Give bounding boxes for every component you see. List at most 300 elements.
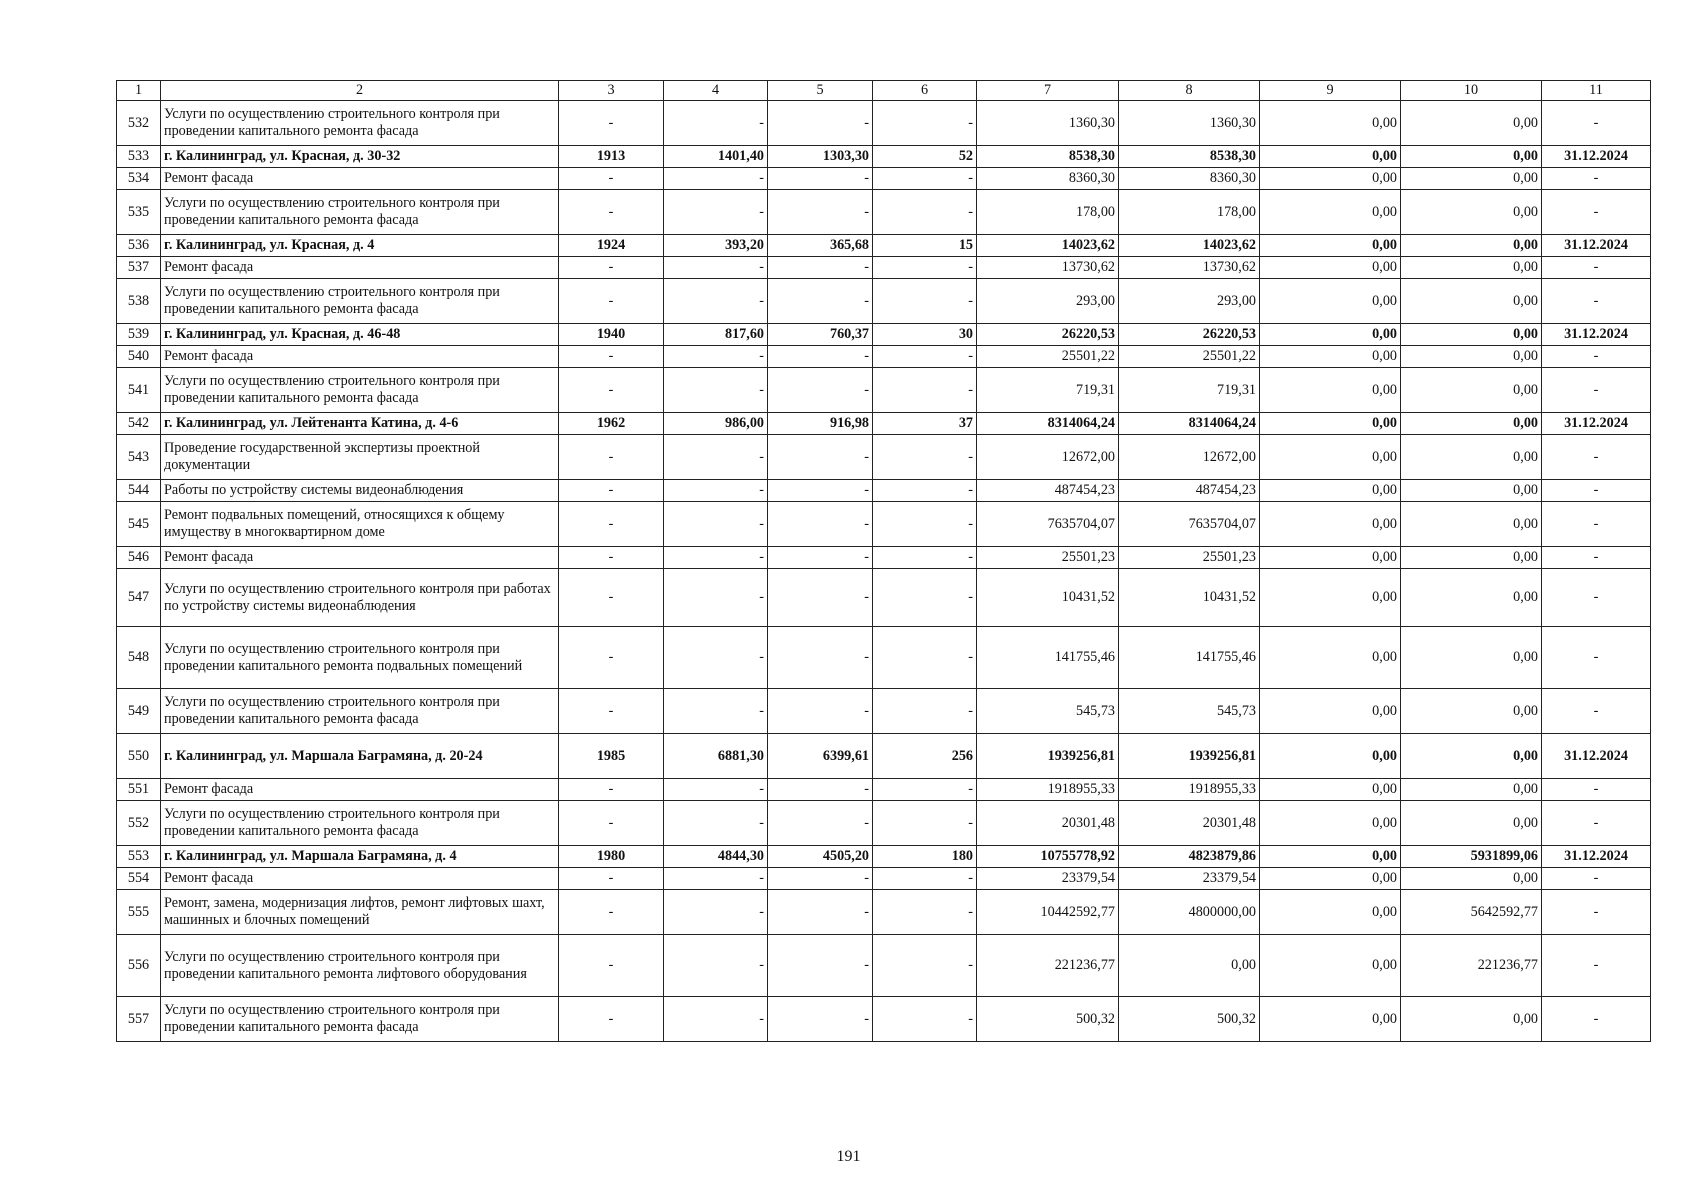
total-area-cell: - xyxy=(664,346,768,368)
description-cell: г. Калининград, ул. Красная, д. 30-32 xyxy=(161,146,559,168)
year-built-cell: - xyxy=(559,346,664,368)
living-area-cell: - xyxy=(768,101,873,146)
row-number-cell: 556 xyxy=(117,935,161,997)
cost-fund-cell: 4800000,00 xyxy=(1119,890,1260,935)
column-header: 6 xyxy=(873,81,977,101)
total-area-cell: - xyxy=(664,168,768,190)
cost-fund-cell: 1918955,33 xyxy=(1119,779,1260,801)
work-item-row xyxy=(117,547,1651,569)
residents-cell: - xyxy=(873,627,977,689)
completion-date-cell: - xyxy=(1542,689,1651,734)
cost-fund-cell: 23379,54 xyxy=(1119,868,1260,890)
description-cell: Ремонт фасада xyxy=(161,168,559,190)
total-area-cell: - xyxy=(664,935,768,997)
cost-fund-cell: 487454,23 xyxy=(1119,480,1260,502)
residents-cell: - xyxy=(873,689,977,734)
work-item-row xyxy=(117,502,1651,547)
year-built-cell: - xyxy=(559,801,664,846)
total-area-cell: - xyxy=(664,868,768,890)
cost-total-cell: 7635704,07 xyxy=(977,502,1119,547)
work-item-row xyxy=(117,257,1651,279)
year-built-cell: - xyxy=(559,257,664,279)
living-area-cell: - xyxy=(768,868,873,890)
living-area-cell: - xyxy=(768,801,873,846)
description-cell: г. Калининград, ул. Маршала Баграмяна, д. 20-24 xyxy=(161,734,559,779)
completion-date-cell: - xyxy=(1542,997,1651,1042)
row-number-cell: 552 xyxy=(117,801,161,846)
completion-date-cell: 31.12.2024 xyxy=(1542,324,1651,346)
total-area-cell: 4844,30 xyxy=(664,846,768,868)
row-number-cell: 535 xyxy=(117,190,161,235)
cost-owners-cell: 0,00 xyxy=(1401,413,1542,435)
cost-owners-cell: 0,00 xyxy=(1401,997,1542,1042)
work-item-row xyxy=(117,368,1651,413)
completion-date-cell: 31.12.2024 xyxy=(1542,413,1651,435)
residents-cell: - xyxy=(873,190,977,235)
residents-cell: - xyxy=(873,346,977,368)
total-area-cell: - xyxy=(664,480,768,502)
completion-date-cell: - xyxy=(1542,101,1651,146)
work-item-row xyxy=(117,168,1651,190)
completion-date-cell: - xyxy=(1542,935,1651,997)
page-number: 191 xyxy=(836,1148,861,1165)
cost-budget-cell: 0,00 xyxy=(1260,935,1401,997)
residents-cell: - xyxy=(873,257,977,279)
cost-total-cell: 10755778,92 xyxy=(977,846,1119,868)
cost-total-cell: 500,32 xyxy=(977,997,1119,1042)
year-built-cell: - xyxy=(559,569,664,627)
year-built-cell: 1980 xyxy=(559,846,664,868)
residents-cell: - xyxy=(873,168,977,190)
description-cell: Ремонт подвальных помещений, относящихся к общему имуществу в многоквартирном доме xyxy=(161,502,559,547)
cost-owners-cell: 0,00 xyxy=(1401,168,1542,190)
cost-fund-cell: 1939256,81 xyxy=(1119,734,1260,779)
completion-date-cell: - xyxy=(1542,168,1651,190)
row-number-cell: 557 xyxy=(117,997,161,1042)
cost-fund-cell: 500,32 xyxy=(1119,997,1260,1042)
cost-budget-cell: 0,00 xyxy=(1260,279,1401,324)
cost-total-cell: 25501,22 xyxy=(977,346,1119,368)
residents-cell: 52 xyxy=(873,146,977,168)
cost-fund-cell: 20301,48 xyxy=(1119,801,1260,846)
year-built-cell: - xyxy=(559,935,664,997)
total-area-cell: - xyxy=(664,569,768,627)
cost-budget-cell: 0,00 xyxy=(1260,413,1401,435)
total-area-cell: - xyxy=(664,627,768,689)
completion-date-cell: 31.12.2024 xyxy=(1542,146,1651,168)
row-number-cell: 537 xyxy=(117,257,161,279)
living-area-cell: 6399,61 xyxy=(768,734,873,779)
description-cell: г. Калининград, ул. Маршала Баграмяна, д. 4 xyxy=(161,846,559,868)
year-built-cell: - xyxy=(559,480,664,502)
completion-date-cell: - xyxy=(1542,279,1651,324)
cost-fund-cell: 8314064,24 xyxy=(1119,413,1260,435)
address-row xyxy=(117,734,1651,779)
cost-owners-cell: 5642592,77 xyxy=(1401,890,1542,935)
cost-total-cell: 545,73 xyxy=(977,689,1119,734)
total-area-cell: - xyxy=(664,101,768,146)
work-item-row xyxy=(117,935,1651,997)
cost-fund-cell: 178,00 xyxy=(1119,190,1260,235)
living-area-cell: 365,68 xyxy=(768,235,873,257)
column-header: 4 xyxy=(664,81,768,101)
cost-fund-cell: 719,31 xyxy=(1119,368,1260,413)
description-cell: Услуги по осуществлению строительного контроля при проведении капитального ремонта фасада xyxy=(161,801,559,846)
completion-date-cell: - xyxy=(1542,346,1651,368)
cost-total-cell: 23379,54 xyxy=(977,868,1119,890)
total-area-cell: - xyxy=(664,997,768,1042)
row-number-cell: 538 xyxy=(117,279,161,324)
living-area-cell: 4505,20 xyxy=(768,846,873,868)
residents-cell: - xyxy=(873,435,977,480)
year-built-cell: - xyxy=(559,368,664,413)
total-area-cell: 817,60 xyxy=(664,324,768,346)
cost-budget-cell: 0,00 xyxy=(1260,779,1401,801)
cost-owners-cell: 0,00 xyxy=(1401,627,1542,689)
cost-fund-cell: 7635704,07 xyxy=(1119,502,1260,547)
residents-cell: - xyxy=(873,779,977,801)
residents-cell: 180 xyxy=(873,846,977,868)
living-area-cell: 916,98 xyxy=(768,413,873,435)
completion-date-cell: 31.12.2024 xyxy=(1542,235,1651,257)
description-cell: г. Калининград, ул. Красная, д. 46-48 xyxy=(161,324,559,346)
living-area-cell: - xyxy=(768,689,873,734)
cost-fund-cell: 545,73 xyxy=(1119,689,1260,734)
work-item-row xyxy=(117,480,1651,502)
completion-date-cell: - xyxy=(1542,547,1651,569)
row-number-cell: 547 xyxy=(117,569,161,627)
cost-total-cell: 719,31 xyxy=(977,368,1119,413)
cost-budget-cell: 0,00 xyxy=(1260,480,1401,502)
cost-budget-cell: 0,00 xyxy=(1260,569,1401,627)
column-header: 5 xyxy=(768,81,873,101)
work-item-row xyxy=(117,190,1651,235)
living-area-cell: - xyxy=(768,627,873,689)
total-area-cell: - xyxy=(664,502,768,547)
cost-owners-cell: 0,00 xyxy=(1401,257,1542,279)
year-built-cell: - xyxy=(559,868,664,890)
year-built-cell: - xyxy=(559,997,664,1042)
cost-fund-cell: 14023,62 xyxy=(1119,235,1260,257)
cost-budget-cell: 0,00 xyxy=(1260,101,1401,146)
residents-cell: - xyxy=(873,368,977,413)
cost-budget-cell: 0,00 xyxy=(1260,734,1401,779)
cost-owners-cell: 221236,77 xyxy=(1401,935,1542,997)
cost-owners-cell: 0,00 xyxy=(1401,569,1542,627)
work-item-row xyxy=(117,801,1651,846)
cost-total-cell: 8360,30 xyxy=(977,168,1119,190)
cost-owners-cell: 0,00 xyxy=(1401,235,1542,257)
work-item-row xyxy=(117,779,1651,801)
cost-total-cell: 10431,52 xyxy=(977,569,1119,627)
description-cell: Проведение государственной экспертизы проектной документации xyxy=(161,435,559,480)
cost-budget-cell: 0,00 xyxy=(1260,997,1401,1042)
cost-owners-cell: 0,00 xyxy=(1401,779,1542,801)
cost-owners-cell: 0,00 xyxy=(1401,547,1542,569)
description-cell: Услуги по осуществлению строительного контроля при проведении капитального ремонта лифтового оборудования xyxy=(161,935,559,997)
completion-date-cell: - xyxy=(1542,779,1651,801)
cost-owners-cell: 0,00 xyxy=(1401,190,1542,235)
cost-owners-cell: 0,00 xyxy=(1401,101,1542,146)
cost-total-cell: 1918955,33 xyxy=(977,779,1119,801)
year-built-cell: - xyxy=(559,689,664,734)
total-area-cell: - xyxy=(664,779,768,801)
living-area-cell: - xyxy=(768,190,873,235)
residents-cell: - xyxy=(873,279,977,324)
description-cell: Услуги по осуществлению строительного контроля при проведении капитального ремонта фасада xyxy=(161,190,559,235)
residents-cell: - xyxy=(873,569,977,627)
column-header: 7 xyxy=(977,81,1119,101)
cost-total-cell: 10442592,77 xyxy=(977,890,1119,935)
cost-budget-cell: 0,00 xyxy=(1260,235,1401,257)
cost-owners-cell: 0,00 xyxy=(1401,868,1542,890)
row-number-cell: 550 xyxy=(117,734,161,779)
cost-budget-cell: 0,00 xyxy=(1260,324,1401,346)
description-cell: Ремонт фасада xyxy=(161,257,559,279)
cost-total-cell: 178,00 xyxy=(977,190,1119,235)
work-item-row xyxy=(117,101,1651,146)
total-area-cell: - xyxy=(664,547,768,569)
residents-cell: - xyxy=(873,997,977,1042)
cost-budget-cell: 0,00 xyxy=(1260,846,1401,868)
total-area-cell: 6881,30 xyxy=(664,734,768,779)
cost-total-cell: 26220,53 xyxy=(977,324,1119,346)
work-item-row xyxy=(117,890,1651,935)
cost-budget-cell: 0,00 xyxy=(1260,689,1401,734)
living-area-cell: - xyxy=(768,435,873,480)
description-cell: Услуги по осуществлению строительного контроля при проведении капитального ремонта фасада xyxy=(161,279,559,324)
cost-fund-cell: 10431,52 xyxy=(1119,569,1260,627)
work-item-row xyxy=(117,868,1651,890)
cost-owners-cell: 0,00 xyxy=(1401,734,1542,779)
description-cell: Ремонт, замена, модернизация лифтов, ремонт лифтовых шахт, машинных и блочных помещений xyxy=(161,890,559,935)
cost-fund-cell: 293,00 xyxy=(1119,279,1260,324)
year-built-cell: 1913 xyxy=(559,146,664,168)
residents-cell: - xyxy=(873,801,977,846)
completion-date-cell: - xyxy=(1542,368,1651,413)
cost-owners-cell: 0,00 xyxy=(1401,502,1542,547)
cost-owners-cell: 0,00 xyxy=(1401,689,1542,734)
description-cell: Ремонт фасада xyxy=(161,779,559,801)
work-item-row xyxy=(117,435,1651,480)
cost-budget-cell: 0,00 xyxy=(1260,435,1401,480)
year-built-cell: - xyxy=(559,435,664,480)
year-built-cell: 1940 xyxy=(559,324,664,346)
cost-fund-cell: 141755,46 xyxy=(1119,627,1260,689)
description-cell: Услуги по осуществлению строительного контроля при проведении капитального ремонта фасада xyxy=(161,368,559,413)
residents-cell: 30 xyxy=(873,324,977,346)
description-cell: Работы по устройству системы видеонаблюдения xyxy=(161,480,559,502)
total-area-cell: - xyxy=(664,689,768,734)
cost-budget-cell: 0,00 xyxy=(1260,547,1401,569)
cost-fund-cell: 26220,53 xyxy=(1119,324,1260,346)
total-area-cell: 393,20 xyxy=(664,235,768,257)
residents-cell: - xyxy=(873,890,977,935)
work-item-row xyxy=(117,569,1651,627)
year-built-cell: - xyxy=(559,190,664,235)
work-item-row xyxy=(117,627,1651,689)
cost-fund-cell: 12672,00 xyxy=(1119,435,1260,480)
cost-fund-cell: 4823879,86 xyxy=(1119,846,1260,868)
row-number-cell: 539 xyxy=(117,324,161,346)
living-area-cell: - xyxy=(768,997,873,1042)
address-row xyxy=(117,235,1651,257)
cost-budget-cell: 0,00 xyxy=(1260,627,1401,689)
cost-fund-cell: 25501,23 xyxy=(1119,547,1260,569)
year-built-cell: - xyxy=(559,101,664,146)
living-area-cell: - xyxy=(768,480,873,502)
year-built-cell: 1985 xyxy=(559,734,664,779)
column-header: 10 xyxy=(1401,81,1542,101)
description-cell: Услуги по осуществлению строительного контроля при проведении капитального ремонта фасада xyxy=(161,997,559,1042)
living-area-cell: - xyxy=(768,279,873,324)
row-number-cell: 541 xyxy=(117,368,161,413)
cost-total-cell: 25501,23 xyxy=(977,547,1119,569)
column-header: 1 xyxy=(117,81,161,101)
residents-cell: - xyxy=(873,480,977,502)
total-area-cell: - xyxy=(664,801,768,846)
cost-owners-cell: 0,00 xyxy=(1401,324,1542,346)
row-number-cell: 551 xyxy=(117,779,161,801)
column-header: 8 xyxy=(1119,81,1260,101)
row-number-cell: 533 xyxy=(117,146,161,168)
residents-cell: 37 xyxy=(873,413,977,435)
description-cell: Услуги по осуществлению строительного контроля при проведении капитального ремонта подвальных помещений xyxy=(161,627,559,689)
cost-total-cell: 1939256,81 xyxy=(977,734,1119,779)
completion-date-cell: - xyxy=(1542,435,1651,480)
completion-date-cell: - xyxy=(1542,480,1651,502)
row-number-cell: 532 xyxy=(117,101,161,146)
completion-date-cell: - xyxy=(1542,890,1651,935)
row-number-cell: 544 xyxy=(117,480,161,502)
cost-owners-cell: 0,00 xyxy=(1401,480,1542,502)
table-body xyxy=(117,101,1651,1042)
year-built-cell: - xyxy=(559,279,664,324)
row-number-cell: 536 xyxy=(117,235,161,257)
living-area-cell: - xyxy=(768,935,873,997)
residents-cell: - xyxy=(873,547,977,569)
completion-date-cell: - xyxy=(1542,801,1651,846)
year-built-cell: - xyxy=(559,168,664,190)
description-cell: Услуги по осуществлению строительного контроля при проведении капитального ремонта фасада xyxy=(161,101,559,146)
living-area-cell: - xyxy=(768,502,873,547)
row-number-cell: 555 xyxy=(117,890,161,935)
cost-owners-cell: 0,00 xyxy=(1401,435,1542,480)
total-area-cell: - xyxy=(664,190,768,235)
row-number-cell: 554 xyxy=(117,868,161,890)
cost-total-cell: 1360,30 xyxy=(977,101,1119,146)
residents-cell: - xyxy=(873,935,977,997)
cost-budget-cell: 0,00 xyxy=(1260,368,1401,413)
cost-total-cell: 12672,00 xyxy=(977,435,1119,480)
cost-budget-cell: 0,00 xyxy=(1260,168,1401,190)
description-cell: Услуги по осуществлению строительного контроля при проведении капитального ремонта фасада xyxy=(161,689,559,734)
completion-date-cell: 31.12.2024 xyxy=(1542,846,1651,868)
year-built-cell: 1924 xyxy=(559,235,664,257)
column-header: 11 xyxy=(1542,81,1651,101)
description-cell: г. Калининград, ул. Лейтенанта Катина, д. 4-6 xyxy=(161,413,559,435)
column-number-row xyxy=(117,81,1651,101)
cost-fund-cell: 13730,62 xyxy=(1119,257,1260,279)
column-header: 3 xyxy=(559,81,664,101)
row-number-cell: 548 xyxy=(117,627,161,689)
living-area-cell: - xyxy=(768,890,873,935)
row-number-cell: 546 xyxy=(117,547,161,569)
completion-date-cell: 31.12.2024 xyxy=(1542,734,1651,779)
cost-budget-cell: 0,00 xyxy=(1260,502,1401,547)
cost-owners-cell: 5931899,06 xyxy=(1401,846,1542,868)
total-area-cell: - xyxy=(664,279,768,324)
description-cell: Ремонт фасада xyxy=(161,868,559,890)
cost-owners-cell: 0,00 xyxy=(1401,801,1542,846)
total-area-cell: - xyxy=(664,435,768,480)
residents-cell: 256 xyxy=(873,734,977,779)
cost-total-cell: 221236,77 xyxy=(977,935,1119,997)
residents-cell: - xyxy=(873,101,977,146)
total-area-cell: - xyxy=(664,257,768,279)
year-built-cell: - xyxy=(559,779,664,801)
cost-budget-cell: 0,00 xyxy=(1260,868,1401,890)
completion-date-cell: - xyxy=(1542,627,1651,689)
completion-date-cell: - xyxy=(1542,257,1651,279)
column-header: 2 xyxy=(161,81,559,101)
address-row xyxy=(117,146,1651,168)
living-area-cell: - xyxy=(768,168,873,190)
row-number-cell: 553 xyxy=(117,846,161,868)
work-item-row xyxy=(117,689,1651,734)
cost-total-cell: 8538,30 xyxy=(977,146,1119,168)
description-cell: Услуги по осуществлению строительного контроля при работах по устройству системы видеонаблюдения xyxy=(161,569,559,627)
work-item-row xyxy=(117,997,1651,1042)
cost-fund-cell: 8360,30 xyxy=(1119,168,1260,190)
completion-date-cell: - xyxy=(1542,502,1651,547)
living-area-cell: 760,37 xyxy=(768,324,873,346)
cost-total-cell: 293,00 xyxy=(977,279,1119,324)
cost-budget-cell: 0,00 xyxy=(1260,890,1401,935)
cost-budget-cell: 0,00 xyxy=(1260,346,1401,368)
row-number-cell: 534 xyxy=(117,168,161,190)
address-row xyxy=(117,324,1651,346)
cost-total-cell: 14023,62 xyxy=(977,235,1119,257)
living-area-cell: - xyxy=(768,779,873,801)
living-area-cell: - xyxy=(768,346,873,368)
year-built-cell: - xyxy=(559,627,664,689)
column-header: 9 xyxy=(1260,81,1401,101)
cost-total-cell: 487454,23 xyxy=(977,480,1119,502)
cost-total-cell: 141755,46 xyxy=(977,627,1119,689)
completion-date-cell: - xyxy=(1542,868,1651,890)
description-cell: Ремонт фасада xyxy=(161,346,559,368)
cost-fund-cell: 25501,22 xyxy=(1119,346,1260,368)
residents-cell: - xyxy=(873,868,977,890)
address-row xyxy=(117,413,1651,435)
cost-budget-cell: 0,00 xyxy=(1260,190,1401,235)
year-built-cell: - xyxy=(559,502,664,547)
work-item-row xyxy=(117,346,1651,368)
completion-date-cell: - xyxy=(1542,569,1651,627)
completion-date-cell: - xyxy=(1542,190,1651,235)
cost-total-cell: 13730,62 xyxy=(977,257,1119,279)
cost-budget-cell: 0,00 xyxy=(1260,146,1401,168)
cost-owners-cell: 0,00 xyxy=(1401,368,1542,413)
cost-owners-cell: 0,00 xyxy=(1401,346,1542,368)
total-area-cell: - xyxy=(664,368,768,413)
living-area-cell: - xyxy=(768,368,873,413)
cost-fund-cell: 0,00 xyxy=(1119,935,1260,997)
row-number-cell: 542 xyxy=(117,413,161,435)
description-cell: Ремонт фасада xyxy=(161,547,559,569)
row-number-cell: 540 xyxy=(117,346,161,368)
